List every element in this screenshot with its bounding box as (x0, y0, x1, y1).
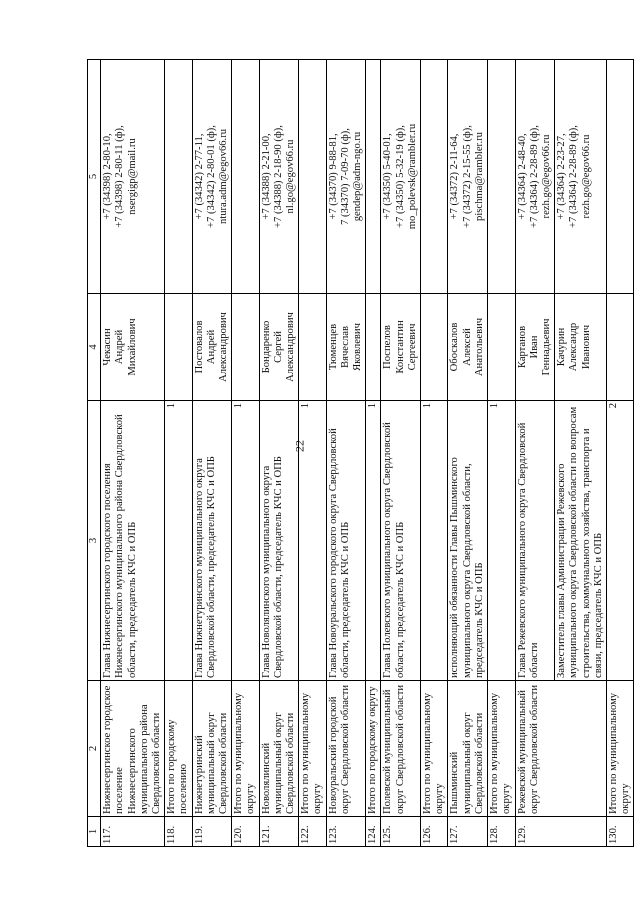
official-name (192, 294, 232, 401)
name-line: Иванович (580, 324, 592, 370)
name-line: Андрей (114, 329, 126, 365)
contact-line: +7 (34372) 2-15-55 (ф), (461, 125, 473, 228)
empty-cell (299, 294, 326, 401)
column-header: 5 (88, 60, 101, 294)
official-position: исполняющий обязанности Главы Пышминского муниципального округа Свердловской области, председатель КЧС и ОПБ (448, 401, 488, 681)
territory-name: Новолялинский муниципальный округ Свердловской области (259, 681, 299, 817)
name-line: Постовалов (193, 320, 205, 374)
table-row-total (232, 60, 259, 847)
contact-line: +7 (34398) 2-80-10, (102, 133, 114, 220)
contact-line: +7 (34364) 2-23-27, (556, 133, 568, 220)
table-row (326, 60, 366, 847)
total-label: Итого по городскому округу (366, 681, 381, 817)
empty-cell (165, 294, 192, 401)
official-position: Глава Новолялинского муниципального округа Свердловской области, председатель КЧС и ОПБ (259, 401, 299, 681)
official-name (515, 294, 555, 401)
table-row (101, 60, 165, 847)
table-row-total (366, 60, 381, 847)
name-line: Картанов (516, 325, 528, 369)
empty-cell (165, 60, 192, 294)
total-label: Итого по городскому поселению (165, 681, 192, 817)
official-contacts (515, 60, 555, 294)
column-header: 4 (88, 294, 101, 401)
table-row (192, 60, 232, 847)
contact-line: 7 (34370) 7-09-70 (ф), (339, 128, 351, 225)
table-row-total (299, 60, 326, 847)
name-line: Геннадьевич (540, 318, 552, 376)
contact-line: +7 (34364) 2-28-89 (ф), (568, 125, 580, 228)
contact-line: rezh.go@egov66.ru (540, 134, 552, 219)
empty-cell (488, 294, 515, 401)
official-contacts (259, 60, 299, 294)
row-number: 124. (366, 817, 381, 847)
empty-cell (366, 60, 381, 294)
column-header: 3 (88, 401, 101, 681)
name-line: Константин (394, 320, 406, 374)
contact-line: +7 (34342) 2-77-11, (193, 133, 205, 220)
official-position: Глава Нижнесергинского городского поселения Нижнесергинского муниципального района Свердловской области, председатель КЧС и ОПБ (101, 401, 165, 681)
total-label: Итого по муниципальному округу (299, 681, 326, 817)
name-line: Чекасин (102, 328, 114, 366)
official-contacts (381, 60, 421, 294)
total-label: Итого по муниципальному округу (421, 681, 448, 817)
contact-line: nsergigp@mail.ru (126, 138, 138, 215)
row-number: 130. (606, 817, 633, 847)
empty-cell (488, 60, 515, 294)
name-line: Вячеслав (339, 326, 351, 368)
empty-cell (366, 294, 381, 401)
name-line: Поспелов (382, 325, 394, 369)
empty-cell (421, 60, 448, 294)
contacts-table (87, 59, 634, 847)
name-line: Бондаренко (260, 320, 272, 374)
total-count: 2 (606, 401, 633, 681)
name-line: Тюменцев (327, 323, 339, 371)
name-line: Качурин (556, 327, 568, 367)
name-line: Яковлевич (352, 323, 364, 371)
empty-cell (232, 60, 259, 294)
empty-cell (299, 60, 326, 294)
territory-name: Полевской муниципальный округ Свердловской области (381, 681, 421, 817)
territory-name: Нижнесергинское городское поселение Нижнесергинского муниципального района Свердловской области (101, 681, 165, 817)
contact-line: rezh.go@egov66.ru (580, 134, 592, 219)
name-line: Обоскалов (449, 322, 461, 372)
name-line: Иван (528, 335, 540, 359)
page-number: 22 (292, 440, 307, 452)
table-row (515, 60, 555, 847)
name-line: Александр (568, 322, 580, 372)
total-label: Итого по муниципальному округу (488, 681, 515, 817)
contact-line: pischma@rambler.ru (473, 132, 485, 221)
official-contacts (101, 60, 165, 294)
official-position: Глава Новоуральского городского округа Свердловской области, председатель КЧС и ОПБ (326, 401, 366, 681)
territory-name: Пышминский муниципальный округ Свердловской области (448, 681, 488, 817)
empty-cell (421, 294, 448, 401)
contact-line: +7 (34364) 2-48-40, (516, 133, 528, 220)
row-number: 122. (299, 817, 326, 847)
table-row-total (165, 60, 192, 847)
total-count: 1 (421, 401, 448, 681)
official-name (259, 294, 299, 401)
table-row (381, 60, 421, 847)
contact-line: +7 (34372) 2-11-64, (449, 133, 461, 220)
official-position: Глава Полевского муниципального округа Свердловской области, председатель КЧС и ОПБ (381, 401, 421, 681)
row-number: 121. (259, 817, 299, 847)
official-name (448, 294, 488, 401)
row-number: 129. (515, 817, 606, 847)
name-line: Михайлович (126, 318, 138, 376)
row-number: 118. (165, 817, 192, 847)
name-line: Сергеевич (406, 323, 418, 371)
empty-cell (606, 60, 633, 294)
total-count: 1 (488, 401, 515, 681)
contact-line: +7 (34398) 2-80-11 (ф), (114, 125, 126, 228)
name-line: Александрович (285, 312, 297, 382)
contact-line: +7 (34388) 2-18-90 (ф), (272, 125, 284, 228)
row-number: 126. (421, 817, 448, 847)
empty-cell (606, 294, 633, 401)
official-name (381, 294, 421, 401)
contact-line: +7 (34388) 2-21-00, (260, 133, 272, 220)
total-label: Итого по муниципальному округу (606, 681, 633, 817)
territory-name: Новоуральский городской округ Свердловской области (326, 681, 366, 817)
row-number: 117. (101, 817, 165, 847)
column-header: 2 (88, 681, 101, 817)
contact-line: +7 (34342) 2-80-01 (ф), (205, 125, 217, 228)
territory-name: Нижнетуринский муниципальный округ Свердловской области (192, 681, 232, 817)
name-line: Сергей (272, 331, 284, 363)
table-row-total (488, 60, 515, 847)
column-header: 1 (88, 817, 101, 847)
contact-line: +7 (34350) 5-40-01, (382, 133, 394, 220)
row-number: 127. (448, 817, 488, 847)
rotated-table-container (87, 60, 632, 847)
row-number: 120. (232, 817, 259, 847)
territory-name: Режевской муниципальный округ Свердловской области (515, 681, 606, 817)
contact-line: +7 (34370) 9-88-81, (327, 133, 339, 220)
official-name (326, 294, 366, 401)
contact-line: gendep@adm-ngo.ru (352, 131, 364, 222)
header-row (88, 60, 101, 847)
official-position: Глава Режевского муниципального округа Свердловской области (515, 401, 555, 681)
contact-line: +7 (34350) 5-32-19 (ф), (394, 125, 406, 228)
official-contacts (555, 60, 607, 294)
contact-line: mo_polevsk@rambler.ru (406, 123, 418, 230)
row-number: 125. (381, 817, 421, 847)
row-number: 119. (192, 817, 232, 847)
name-line: Андрей (205, 329, 217, 365)
total-count: 1 (165, 401, 192, 681)
total-label: Итого по муниципальному округу (232, 681, 259, 817)
contact-line: ntura.adm@egov66.ru (218, 128, 230, 225)
total-count: 1 (232, 401, 259, 681)
official-position: Глава Нижнетуринского муниципального округа Свердловской области, председатель КЧС и ОПБ (192, 401, 232, 681)
row-number: 123. (326, 817, 366, 847)
table-body (101, 60, 634, 847)
table-row (259, 60, 299, 847)
name-line: Анатольевич (473, 317, 485, 377)
table-row-total (421, 60, 448, 847)
row-number: 128. (488, 817, 515, 847)
contact-line: +7 (34364) 2-28-89 (ф), (528, 125, 540, 228)
total-count: 1 (366, 401, 381, 681)
total-count: 1 (299, 401, 326, 681)
official-contacts (192, 60, 232, 294)
official-name (101, 294, 165, 401)
name-line: Алексей (461, 328, 473, 366)
empty-cell (232, 294, 259, 401)
official-contacts (326, 60, 366, 294)
name-line: Александрович (218, 312, 230, 382)
contact-line: nl.go@egov66.ru (285, 139, 297, 214)
official-contacts (448, 60, 488, 294)
table-row-total (606, 60, 633, 847)
official-position: Заместитель главы Администрации Режевского муниципального округа Свердловской области по вопросам строительства, коммунального хозяйства, транспорта и связи, председатель КЧС и ОПБ (555, 401, 607, 681)
official-name (555, 294, 607, 401)
table-row (448, 60, 488, 847)
